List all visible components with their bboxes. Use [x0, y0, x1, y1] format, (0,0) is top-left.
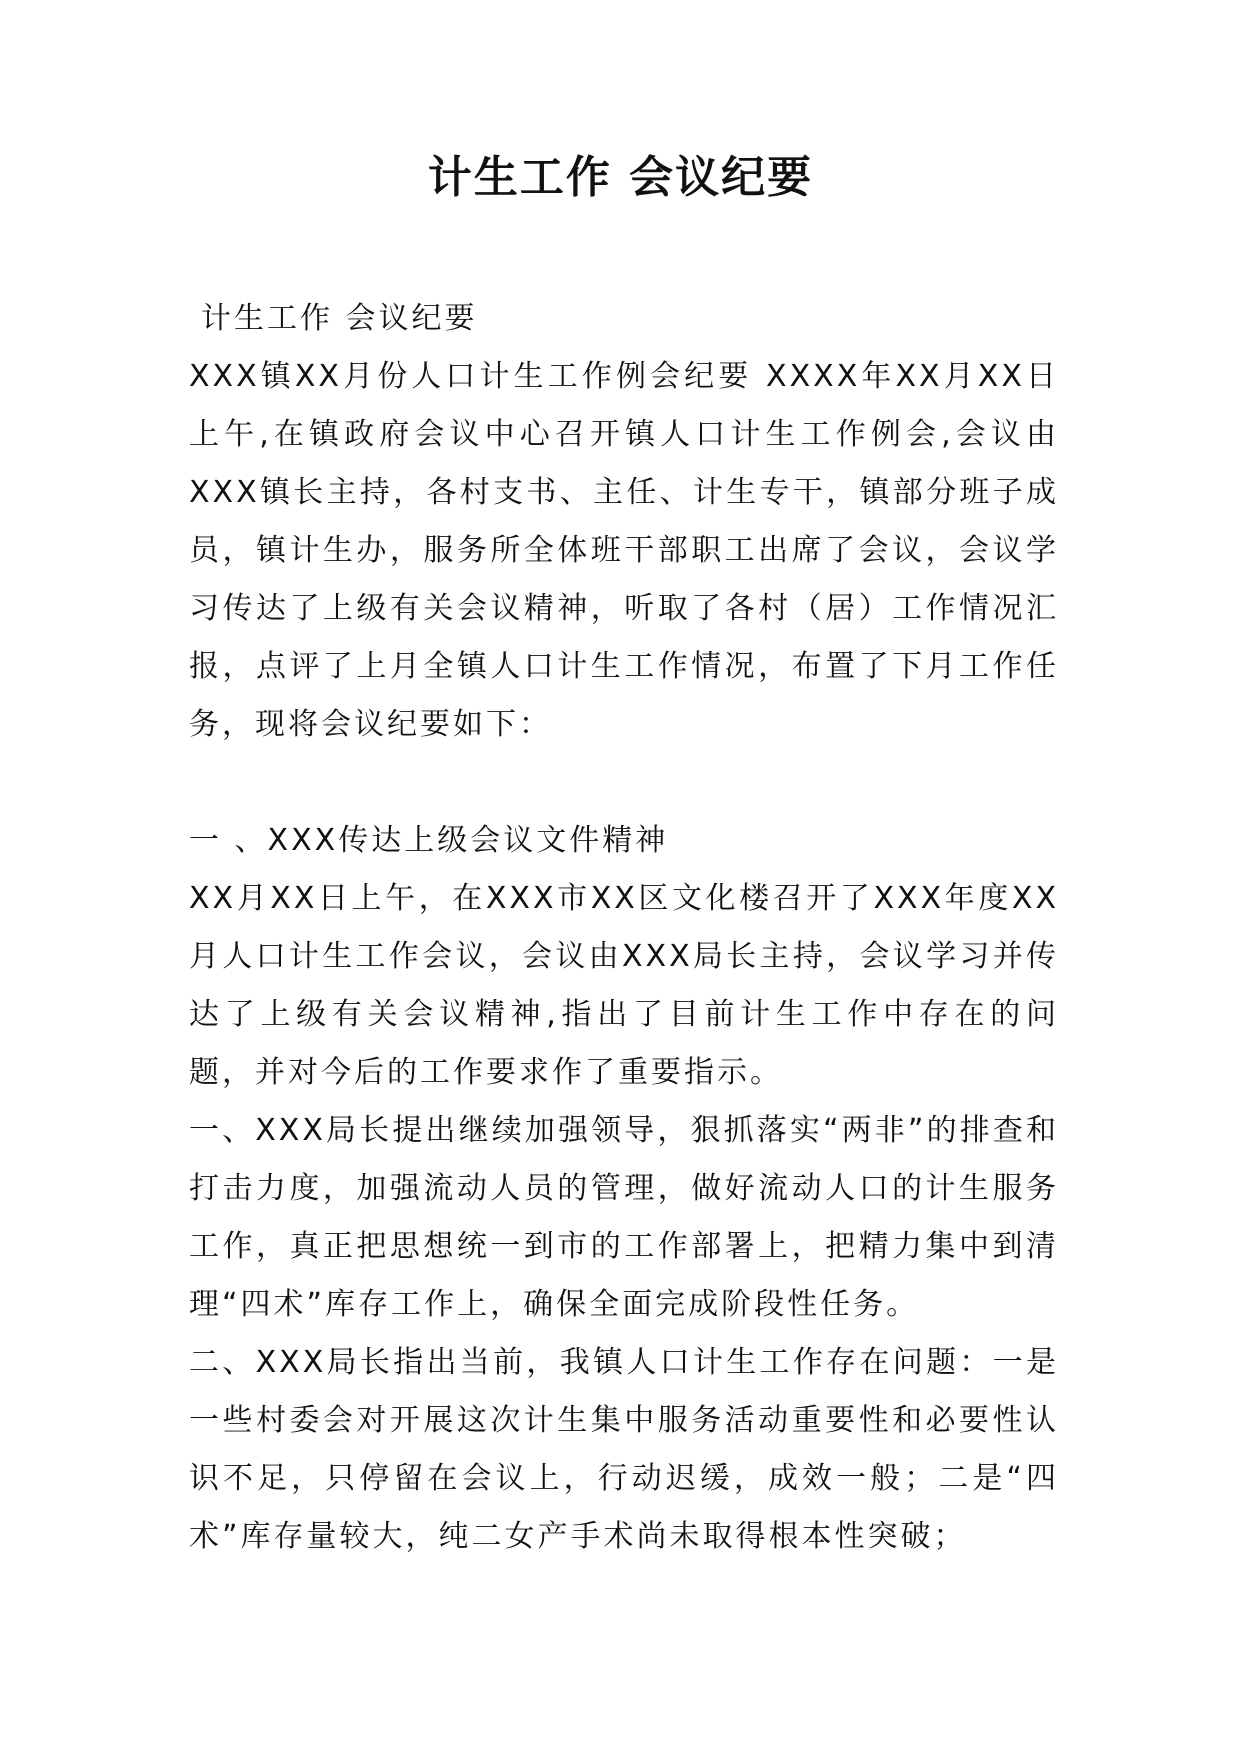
point-two-paragraph: 二、XXX局长指出当前，我镇人口计生工作存在问题：一是一些村委会对开展这次计生集中服务活动重要性和必要性认识不足，只停留在会议上，行动迟缓，成效一般；二是“四术”库存量较大，纯二女产手术尚未取得根本性突破； [189, 1345, 1059, 1554]
intro-paragraph: XXX镇XX月份人口计生工作例会纪要 XXXX年XX月XX日上午,在镇政府会议中心召开镇人口计生工作例会,会议由XXX镇长主持，各村支书、主任、计生专干，镇部分班子成员，镇计生办，服务所全体班干部职工出席了会议，会议学习传达了上级有关会议精神，听取了各村（居）工作情况汇报，点评了上月全镇人口计生工作情况，布置了下月工作任务，现将会议纪要如下： [189, 359, 1059, 742]
document-body [189, 290, 1059, 1566]
point-one-paragraph: 一、XXX局长提出继续加强领导，狠抓落实“两非”的排查和打击力度，加强流动人员的管理，做好流动人口的计生服务工作，真正把思想统一到市的工作部署上，把精力集中到清理“四术”库存工作上，确保全面完成阶段性任务。 [189, 1113, 1059, 1322]
document-title: 计生工作 会议纪要 [427, 152, 814, 203]
section-heading: 一 、XXX传达上级会议文件精神 [189, 823, 669, 858]
paragraph-gap [189, 754, 1059, 812]
document-subtitle: 计生工作 会议纪要 [201, 301, 478, 336]
section-paragraph: XX月XX日上午，在XXX市XX区文化楼召开了XXX年度XX月人口计生工作会议，会议由XXX局长主持，会议学习并传达了上级有关会议精神,指出了目前计生工作中存在的问题，并对今后的工作要求作了重要指示。 [189, 881, 1059, 1090]
